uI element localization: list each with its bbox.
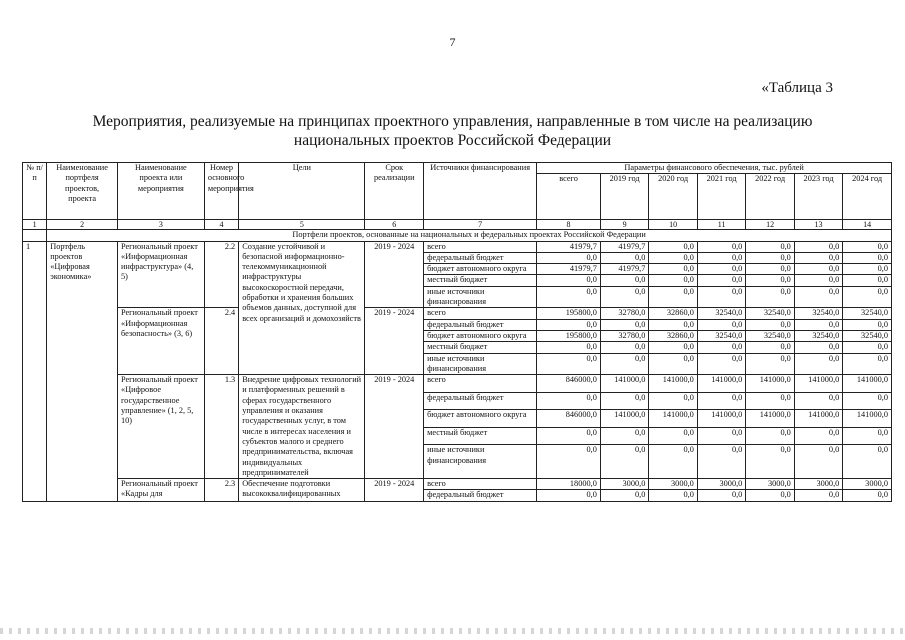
amount-cell: 0,0 xyxy=(843,445,892,479)
amount-cell: 0,0 xyxy=(843,264,892,275)
column-number: 3 xyxy=(117,220,204,230)
amount-cell: 0,0 xyxy=(843,342,892,353)
amount-cell: 0,0 xyxy=(600,275,648,286)
amount-cell: 141000,0 xyxy=(649,410,697,428)
amount-cell: 141000,0 xyxy=(843,410,892,428)
funding-source: федеральный бюджет xyxy=(424,252,537,263)
amount-cell: 32540,0 xyxy=(746,308,794,319)
amount-cell: 0,0 xyxy=(697,353,745,375)
header-2020: 2020 год xyxy=(649,174,697,220)
amount-cell: 0,0 xyxy=(746,252,794,263)
amount-cell: 32780,0 xyxy=(600,330,648,341)
amount-cell: 141000,0 xyxy=(794,375,842,393)
amount-cell: 32780,0 xyxy=(600,308,648,319)
amount-cell: 0,0 xyxy=(794,275,842,286)
column-number: 11 xyxy=(697,220,745,230)
column-number: 1 xyxy=(23,220,47,230)
funding-source: местный бюджет xyxy=(424,342,537,353)
amount-cell: 141000,0 xyxy=(746,410,794,428)
funding-source: всего xyxy=(424,375,537,393)
funding-source: всего xyxy=(424,479,537,490)
section-spacer xyxy=(23,230,47,241)
amount-cell: 0,0 xyxy=(649,319,697,330)
amount-cell: 3000,0 xyxy=(843,479,892,490)
amount-cell: 41979,7 xyxy=(600,241,648,252)
period: 2019 - 2024 xyxy=(365,241,424,308)
amount-cell: 41979,7 xyxy=(600,264,648,275)
amount-cell: 18000,0 xyxy=(537,479,601,490)
funding-source: федеральный бюджет xyxy=(424,392,537,410)
amount-cell: 0,0 xyxy=(697,427,745,445)
amount-cell: 0,0 xyxy=(649,490,697,501)
column-number: 12 xyxy=(746,220,794,230)
amount-cell: 0,0 xyxy=(649,353,697,375)
amount-cell: 0,0 xyxy=(697,252,745,263)
amount-cell: 0,0 xyxy=(746,264,794,275)
amount-cell: 0,0 xyxy=(649,392,697,410)
amount-cell: 0,0 xyxy=(843,490,892,501)
header-2019: 2019 год xyxy=(600,174,648,220)
amount-cell: 141000,0 xyxy=(649,375,697,393)
amount-cell: 141000,0 xyxy=(794,410,842,428)
amount-cell: 0,0 xyxy=(649,445,697,479)
funding-source: бюджет автономного округа xyxy=(424,264,537,275)
period: 2019 - 2024 xyxy=(365,375,424,479)
amount-cell: 0,0 xyxy=(794,427,842,445)
column-number: 7 xyxy=(424,220,537,230)
amount-cell: 0,0 xyxy=(537,252,601,263)
amount-cell: 3000,0 xyxy=(746,479,794,490)
amount-cell: 0,0 xyxy=(794,252,842,263)
amount-cell: 0,0 xyxy=(649,241,697,252)
amount-cell: 32540,0 xyxy=(746,330,794,341)
column-number: 9 xyxy=(600,220,648,230)
column-number: 8 xyxy=(537,220,601,230)
funding-source: местный бюджет xyxy=(424,427,537,445)
portfolio-number: 1 xyxy=(23,241,47,501)
amount-cell: 0,0 xyxy=(746,427,794,445)
amount-cell: 32540,0 xyxy=(843,308,892,319)
amount-cell: 0,0 xyxy=(843,286,892,308)
amount-cell: 41979,7 xyxy=(537,241,601,252)
amount-cell: 0,0 xyxy=(746,241,794,252)
amount-cell: 141000,0 xyxy=(600,410,648,428)
amount-cell: 0,0 xyxy=(537,286,601,308)
amount-cell: 0,0 xyxy=(843,319,892,330)
amount-cell: 0,0 xyxy=(746,353,794,375)
amount-cell: 0,0 xyxy=(794,445,842,479)
amount-cell: 0,0 xyxy=(746,445,794,479)
amount-cell: 41979,7 xyxy=(537,264,601,275)
amount-cell: 0,0 xyxy=(600,445,648,479)
amount-cell: 0,0 xyxy=(697,490,745,501)
amount-cell: 0,0 xyxy=(843,241,892,252)
header-num: № п/п xyxy=(23,163,47,220)
amount-cell: 0,0 xyxy=(537,353,601,375)
amount-cell: 0,0 xyxy=(697,392,745,410)
amount-cell: 141000,0 xyxy=(843,375,892,393)
section-title: Портфели проектов, основанные на национальных и федеральных проектах Российской Федерации xyxy=(47,230,892,241)
amount-cell: 141000,0 xyxy=(697,410,745,428)
amount-cell: 0,0 xyxy=(537,342,601,353)
funding-source: бюджет автономного округа xyxy=(424,410,537,428)
amount-cell: 0,0 xyxy=(697,241,745,252)
amount-cell: 0,0 xyxy=(746,342,794,353)
amount-cell: 0,0 xyxy=(746,490,794,501)
amount-cell: 32540,0 xyxy=(794,330,842,341)
amount-cell: 0,0 xyxy=(600,392,648,410)
amount-cell: 0,0 xyxy=(600,353,648,375)
column-number: 2 xyxy=(47,220,118,230)
amount-cell: 195800,0 xyxy=(537,308,601,319)
amount-cell: 141000,0 xyxy=(746,375,794,393)
amount-cell: 0,0 xyxy=(794,490,842,501)
amount-cell: 0,0 xyxy=(537,445,601,479)
amount-cell: 846000,0 xyxy=(537,375,601,393)
header-total: всего xyxy=(537,174,601,220)
amount-cell: 0,0 xyxy=(537,392,601,410)
table-label: «Таблица 3 xyxy=(761,80,833,96)
table-row xyxy=(23,241,892,252)
amount-cell: 0,0 xyxy=(843,392,892,410)
column-number: 10 xyxy=(649,220,697,230)
period: 2019 - 2024 xyxy=(365,479,424,502)
amount-cell: 0,0 xyxy=(600,342,648,353)
amount-cell: 0,0 xyxy=(746,319,794,330)
amount-cell: 0,0 xyxy=(697,342,745,353)
header-activity-no: Номер основного мероприятия xyxy=(204,163,238,220)
section-row xyxy=(23,230,892,241)
amount-cell: 0,0 xyxy=(649,252,697,263)
funding-source: иные источники финансирования xyxy=(424,286,537,308)
funding-source: всего xyxy=(424,308,537,319)
project-name: Региональный проект «Кадры для xyxy=(117,479,204,502)
header-2021: 2021 год xyxy=(697,174,745,220)
header-2022: 2022 год xyxy=(746,174,794,220)
amount-cell: 0,0 xyxy=(649,427,697,445)
amount-cell: 3000,0 xyxy=(697,479,745,490)
amount-cell: 195800,0 xyxy=(537,330,601,341)
amount-cell: 0,0 xyxy=(843,353,892,375)
funding-source: местный бюджет xyxy=(424,275,537,286)
amount-cell: 0,0 xyxy=(794,264,842,275)
amount-cell: 0,0 xyxy=(697,445,745,479)
scan-edge xyxy=(0,628,905,634)
amount-cell: 0,0 xyxy=(794,392,842,410)
header-sources: Источники финансирования xyxy=(424,163,537,220)
amount-cell: 0,0 xyxy=(843,427,892,445)
amount-cell: 0,0 xyxy=(600,490,648,501)
amount-cell: 0,0 xyxy=(697,264,745,275)
funding-source: иные источники финансирования xyxy=(424,445,537,479)
activity-number: 2.2 xyxy=(204,241,238,308)
goals-text: Обеспечение подготовки высококвалифицированных xyxy=(239,479,365,502)
amount-cell: 0,0 xyxy=(600,319,648,330)
column-number-row xyxy=(23,220,892,230)
amount-cell: 0,0 xyxy=(649,264,697,275)
amount-cell: 0,0 xyxy=(794,342,842,353)
funding-source: иные источники финансирования xyxy=(424,353,537,375)
amount-cell: 32540,0 xyxy=(794,308,842,319)
amount-cell: 0,0 xyxy=(537,275,601,286)
document-title-line-1: Мероприятия, реализуемые на принципах проектного управления, направленные в том числе на реализацию xyxy=(92,113,813,130)
header-params: Параметры финансового обеспечения, тыс. рублей xyxy=(537,163,892,174)
table-row xyxy=(23,375,892,393)
document-title-line-2: национальных проектов Российской Федерации xyxy=(293,132,612,149)
amount-cell: 0,0 xyxy=(843,252,892,263)
amount-cell: 32860,0 xyxy=(649,308,697,319)
table-body xyxy=(23,241,892,501)
amount-cell: 3000,0 xyxy=(600,479,648,490)
amount-cell: 0,0 xyxy=(649,275,697,286)
funding-source: федеральный бюджет xyxy=(424,490,537,501)
portfolio-name: Портфель проектов «Цифровая экономика» xyxy=(47,241,118,501)
amount-cell: 0,0 xyxy=(600,427,648,445)
amount-cell: 0,0 xyxy=(746,392,794,410)
amount-cell: 32860,0 xyxy=(649,330,697,341)
document-title xyxy=(80,112,825,150)
amount-cell: 846000,0 xyxy=(537,410,601,428)
header-goals: Цели xyxy=(239,163,365,220)
amount-cell: 0,0 xyxy=(697,275,745,286)
amount-cell: 0,0 xyxy=(794,241,842,252)
amount-cell: 0,0 xyxy=(746,286,794,308)
funding-source: федеральный бюджет xyxy=(424,319,537,330)
header-period: Срок реализации xyxy=(365,163,424,220)
financing-table xyxy=(22,162,892,502)
amount-cell: 0,0 xyxy=(537,319,601,330)
header-2024: 2024 год xyxy=(843,174,892,220)
amount-cell: 0,0 xyxy=(600,286,648,308)
column-number: 14 xyxy=(843,220,892,230)
amount-cell: 0,0 xyxy=(794,353,842,375)
column-number: 5 xyxy=(239,220,365,230)
table-row xyxy=(23,308,892,319)
amount-cell: 0,0 xyxy=(794,319,842,330)
amount-cell: 0,0 xyxy=(794,286,842,308)
amount-cell: 0,0 xyxy=(649,286,697,308)
header-2023: 2023 год xyxy=(794,174,842,220)
page-number: 7 xyxy=(449,35,456,49)
header-project: Наименование проекта или мероприятия xyxy=(117,163,204,220)
goals-text: Внедрение цифровых технологий и платформенных решений в сферах государственного управления и оказания государственных услуг, в том числе в интересах населения и субъектов малого и среднего предпринимательства, включая индивидуальных предпринимателей xyxy=(239,375,365,479)
amount-cell: 3000,0 xyxy=(649,479,697,490)
table-row xyxy=(23,479,892,490)
project-name: Региональный проект «Цифровое государственное управление» (1, 2, 5, 10) xyxy=(117,375,204,479)
amount-cell: 0,0 xyxy=(697,286,745,308)
funding-source: бюджет автономного округа xyxy=(424,330,537,341)
project-name: Региональный проект «Информационная инфраструктура» (4, 5) xyxy=(117,241,204,308)
amount-cell: 0,0 xyxy=(843,275,892,286)
amount-cell: 0,0 xyxy=(537,427,601,445)
column-number: 4 xyxy=(204,220,238,230)
column-number: 13 xyxy=(794,220,842,230)
column-number: 6 xyxy=(365,220,424,230)
activity-number: 2.3 xyxy=(204,479,238,502)
amount-cell: 141000,0 xyxy=(697,375,745,393)
header-row-1 xyxy=(23,163,892,174)
amount-cell: 32540,0 xyxy=(697,330,745,341)
activity-number: 1.3 xyxy=(204,375,238,479)
amount-cell: 0,0 xyxy=(697,319,745,330)
project-name: Региональный проект «Информационная безопасность» (3, 6) xyxy=(117,308,204,375)
amount-cell: 0,0 xyxy=(600,252,648,263)
amount-cell: 32540,0 xyxy=(843,330,892,341)
amount-cell: 0,0 xyxy=(537,490,601,501)
amount-cell: 32540,0 xyxy=(697,308,745,319)
amount-cell: 3000,0 xyxy=(794,479,842,490)
header-portfolio: Наименование портфеля проектов, проекта xyxy=(47,163,118,220)
amount-cell: 0,0 xyxy=(746,275,794,286)
amount-cell: 0,0 xyxy=(649,342,697,353)
period: 2019 - 2024 xyxy=(365,308,424,375)
funding-source: всего xyxy=(424,241,537,252)
activity-number: 2.4 xyxy=(204,308,238,375)
amount-cell: 141000,0 xyxy=(600,375,648,393)
goals-text: Создание устойчивой и безопасной информационно-телекоммуникационной инфраструктуры высокоскоростной передачи, обработки и хранения больших объемов данных, доступной для всех организаций и домохозяйств xyxy=(239,241,365,375)
